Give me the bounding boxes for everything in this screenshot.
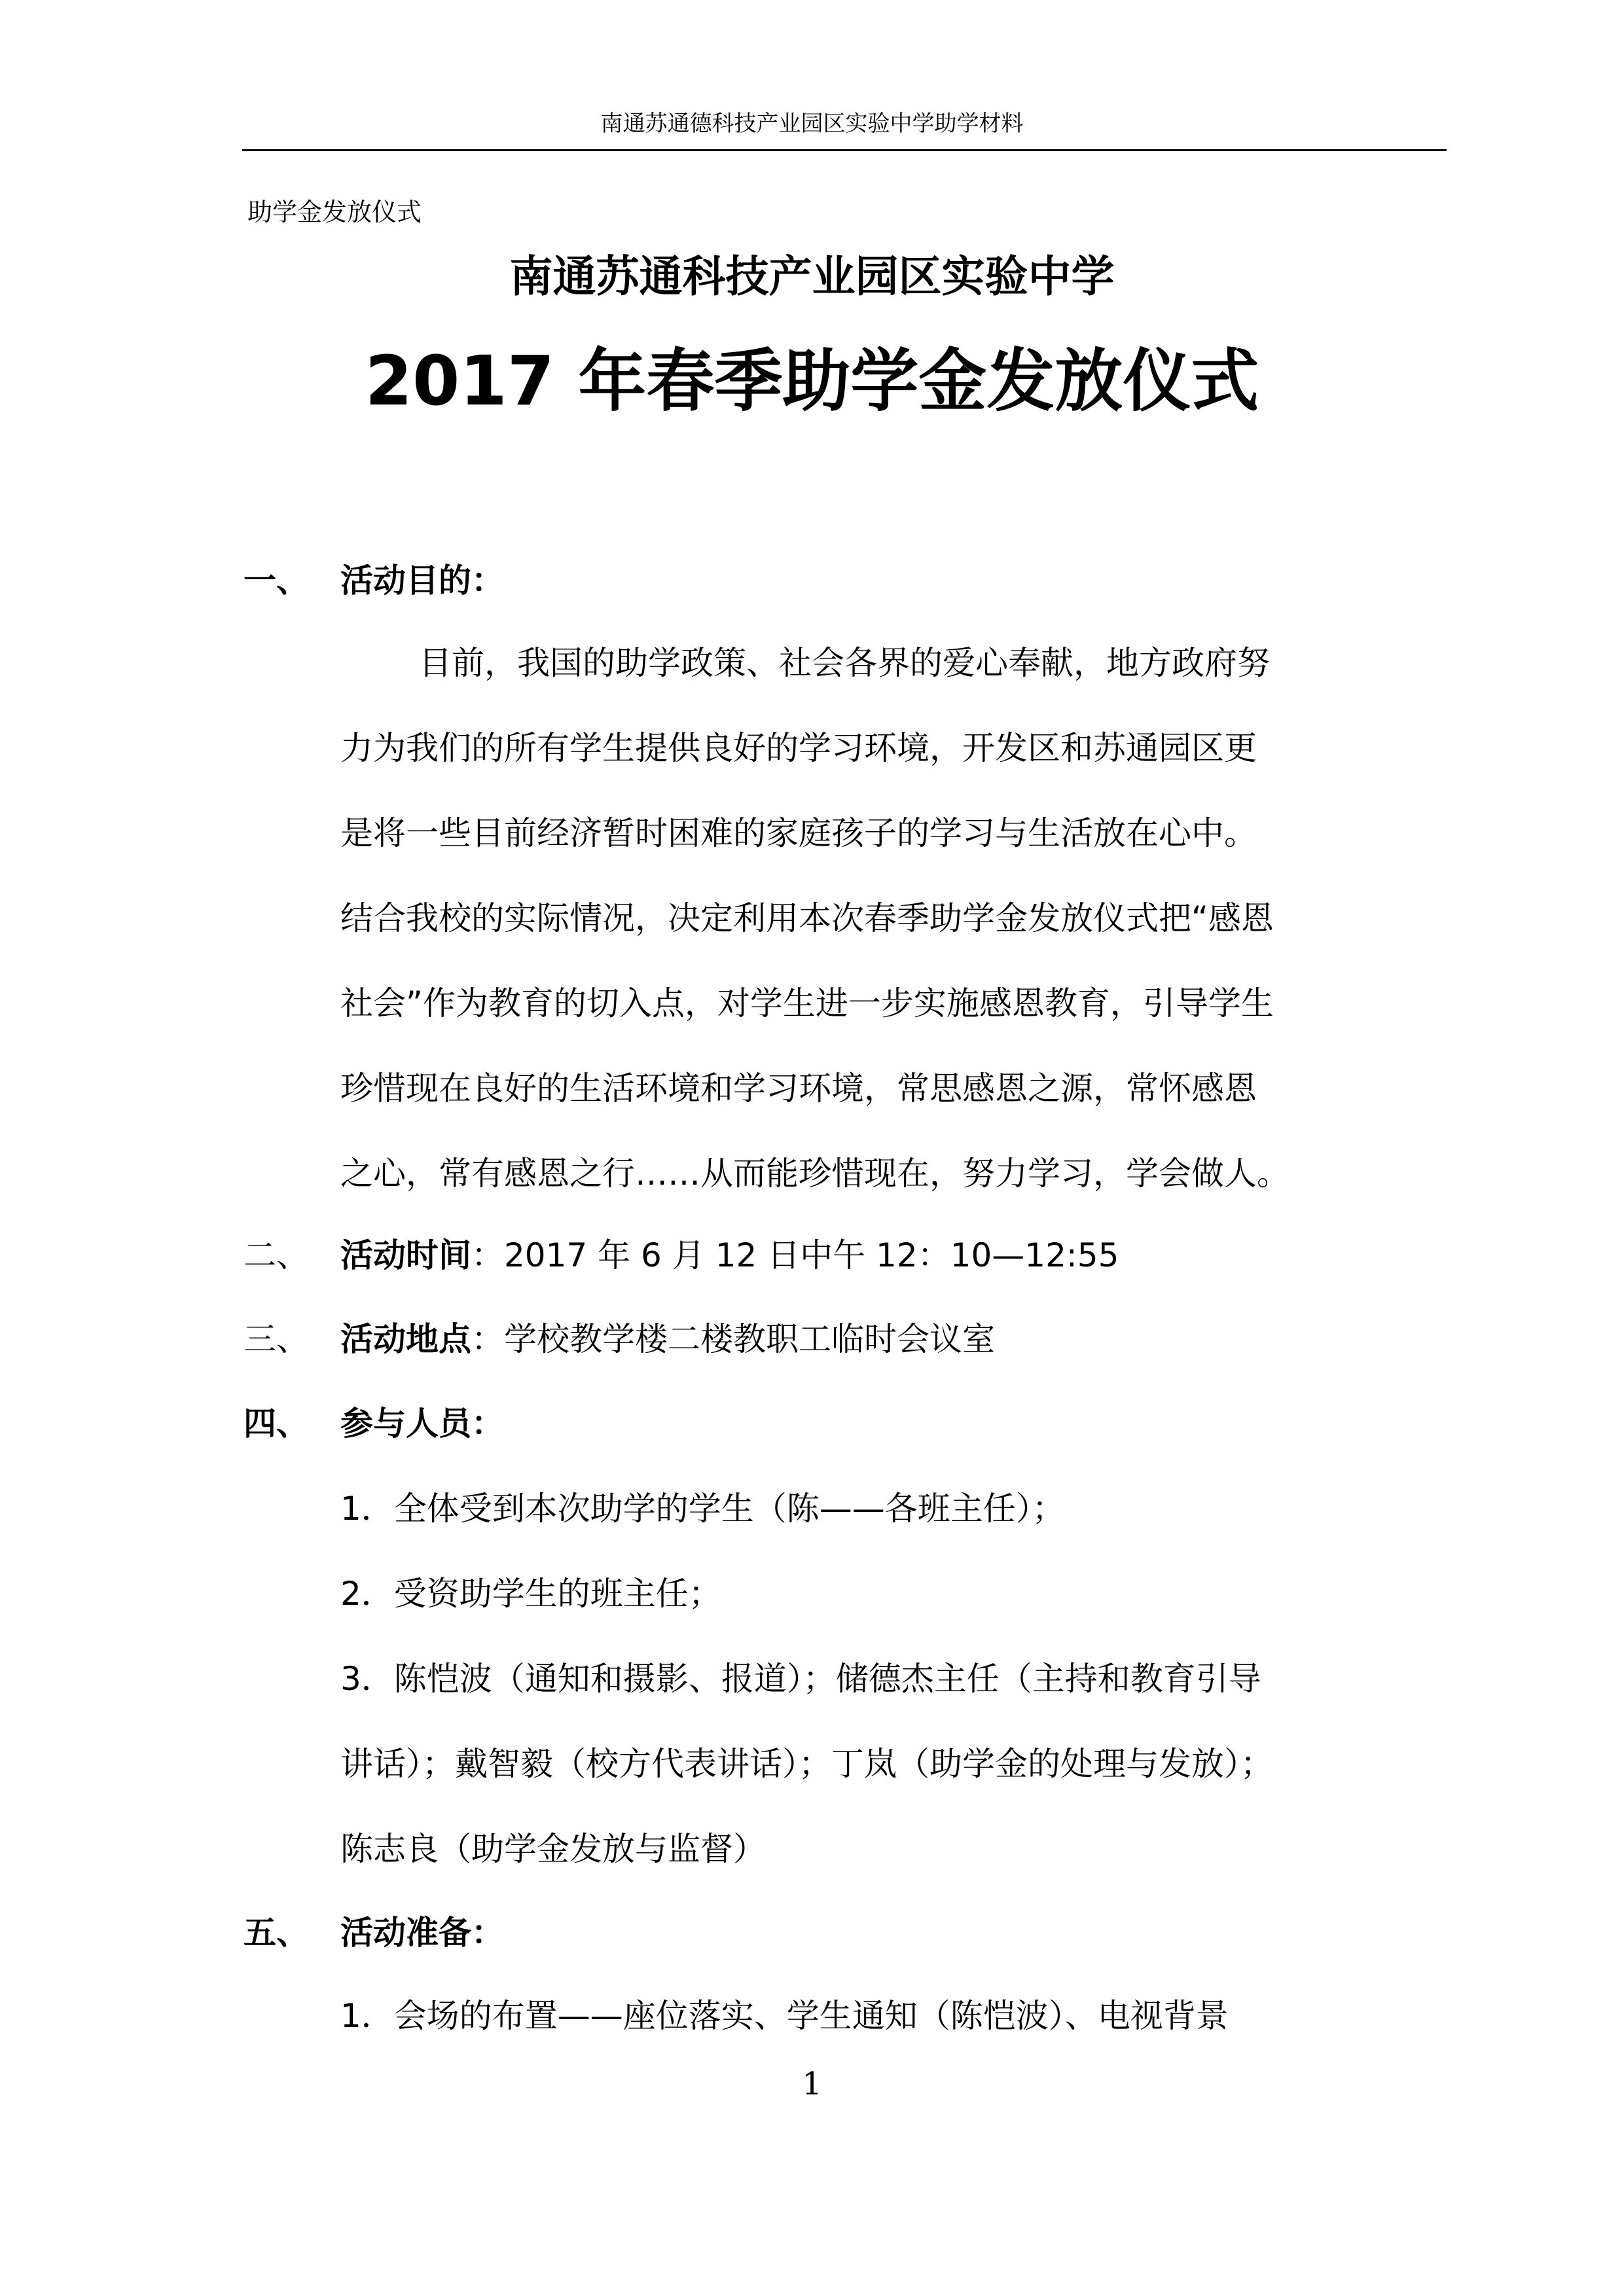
- section-1-line-1: 目前，我国的助学政策、社会各界的爱心奉献，地方政府努: [419, 644, 1270, 682]
- section-3-row: [340, 1320, 995, 1358]
- section-5-heading: 活动准备：: [340, 1914, 504, 1952]
- section-4-item-3: 3．陈恺波（通知和摄影、报道）；储德杰主任（主持和教育引导: [340, 1660, 1261, 1698]
- section-3-number: 三、: [244, 1320, 309, 1358]
- document-label: 助学金发放仪式: [247, 198, 422, 226]
- section-1-line-6: 珍惜现在良好的生活环境和学习环境，常思感恩之源，常怀感恩: [340, 1069, 1257, 1107]
- section-1-heading: 活动目的：: [340, 562, 504, 600]
- section-5-number: 五、: [244, 1914, 309, 1952]
- section-4-item-3-cont-1: 讲话）；戴智毅（校方代表讲话）；丁岚（助学金的处理与发放）；: [340, 1745, 1273, 1783]
- section-1-line-3: 是将一些目前经济暂时困难的家庭孩子的学习与生活放在心中。: [340, 814, 1257, 852]
- section-3-value: ：学校教学楼二楼教职工临时会议室: [471, 1320, 995, 1358]
- section-2-value: ：2017 年 6 月 12 日中午 12：10—12:55: [471, 1236, 1119, 1274]
- section-1-line-4: 结合我校的实际情况，决定利用本次春季助学金发放仪式把“感恩: [340, 899, 1274, 937]
- document-title: 2017 年春季助学金发放仪式: [365, 341, 1259, 421]
- section-3-heading: 活动地点: [340, 1320, 471, 1358]
- page-header: 南通苏通德科技产业园区实验中学助学材料: [600, 111, 1024, 137]
- section-4-number: 四、: [244, 1405, 309, 1443]
- section-1-line-5: 社会”作为教育的切入点，对学生进一步实施感恩教育，引导学生: [340, 984, 1274, 1022]
- header-divider: [242, 149, 1447, 151]
- section-2-number: 二、: [244, 1236, 309, 1274]
- section-4-item-2: 2．受资助学生的班主任；: [340, 1575, 721, 1613]
- section-1-line-2: 力为我们的所有学生提供良好的学习环境，开发区和苏通园区更: [340, 729, 1257, 767]
- section-1-line-7: 之心，常有感恩之行……从而能珍惜现在，努力学习，学会做人。: [340, 1155, 1290, 1193]
- document-subtitle: 南通苏通科技产业园区实验中学: [509, 251, 1115, 302]
- page-number: 1: [802, 2066, 822, 2102]
- section-2-heading: 活动时间: [340, 1236, 471, 1274]
- section-4-item-1: 1．全体受到本次助学的学生（陈——各班主任）；: [340, 1490, 1065, 1528]
- section-1-number: 一、: [244, 562, 309, 600]
- section-4-item-3-cont-2: 陈志良（助学金发放与监督）: [340, 1830, 766, 1868]
- section-4-heading: 参与人员：: [340, 1405, 504, 1443]
- section-2-row: [340, 1236, 1119, 1274]
- section-5-item-1: 1．会场的布置——座位落实、学生通知（陈恺波）、电视背景: [340, 1997, 1229, 2035]
